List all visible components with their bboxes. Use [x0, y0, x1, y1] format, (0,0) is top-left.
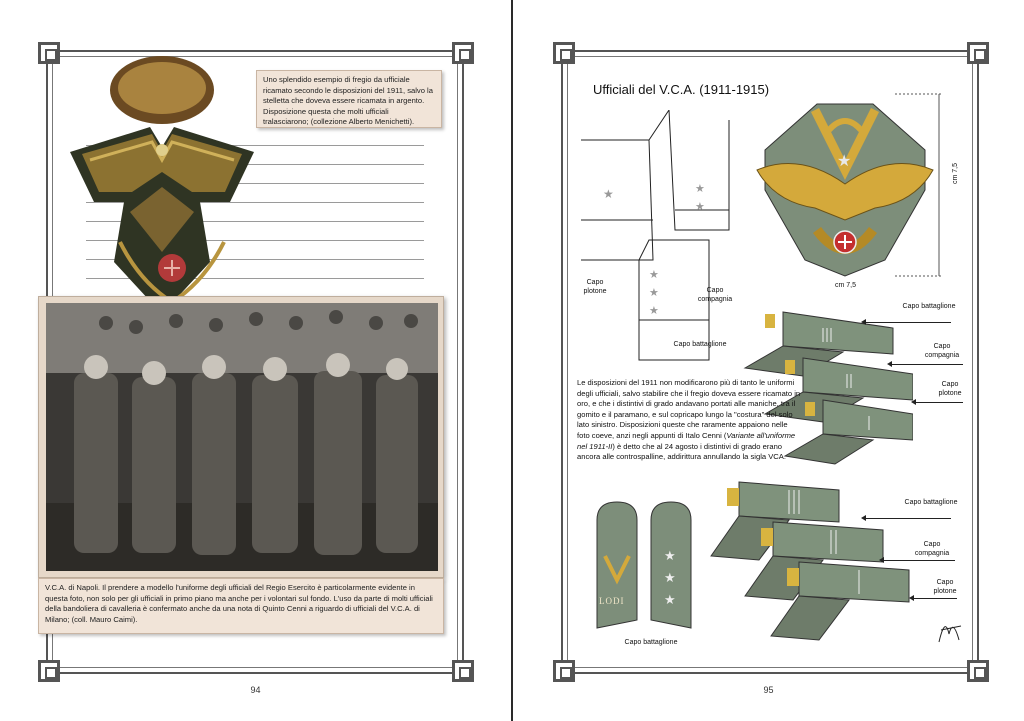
cap-label-battaglione-top: Capo battaglione	[902, 303, 956, 310]
cuff-label-plotone: Capo plotone	[583, 279, 607, 295]
pointer-arrow	[891, 364, 963, 365]
body-text-part: ) è detto che al 24 agosto i distintivi di grado erano ancora alle controspalline, addirittura annullando la sigla VCA.	[577, 441, 786, 462]
cuff-diagrams	[579, 110, 769, 370]
svg-text:★: ★	[837, 153, 852, 170]
page-number: 95	[763, 685, 774, 695]
page-title: Ufficiali del V.C.A. (1911-1915)	[593, 82, 770, 97]
frame-corner	[967, 660, 989, 682]
pointer-arrow	[913, 598, 957, 599]
svg-text:★: ★	[649, 287, 659, 299]
photo-caption: V.C.A. di Napoli. Il prendere a modello l'uniforme degli ufficiali del Regio Esercito è particolarmente evidente in questa foto, non solo per gli ufficiali in primo piano ma anche per i volontari sul fondo. L'uso da parte di molti ufficiali della bandoliera di cavalleria è confermato anche da una nota di Quinto Cenni a riguardo di ufficiali del V.C.A. di Milano; (coll. Mauro Caimi).	[38, 578, 444, 634]
page-number: 94	[250, 685, 261, 695]
cap-label-plotone-bottom: Capo plotone	[933, 579, 957, 595]
left-page	[0, 0, 511, 721]
cap-label-plotone-top: Capo plotone	[938, 381, 962, 397]
badge-height-dimension: cm 7,5	[952, 162, 960, 185]
vca-badge-illustration	[745, 90, 945, 280]
svg-text:★: ★	[664, 548, 676, 563]
frame-corner	[553, 42, 575, 64]
frame-corner	[553, 660, 575, 682]
pointer-arrow	[865, 518, 951, 519]
shoulder-straps	[593, 500, 703, 634]
badge-width-dimension: cm 7,5	[835, 282, 857, 289]
svg-text:★: ★	[603, 187, 614, 201]
cuff-label-compagnia: Capo compagnia	[697, 287, 733, 303]
right-page	[513, 0, 1024, 721]
svg-text:★: ★	[695, 183, 705, 195]
body-text-part: Le disposizioni del 1911 non modificarono più di tanto le uniformi degli ufficiali, salvo stabilire che il fregio doveva essere ricamato in oro, e che i distintivi di grado andavano portati alle maniche, tra il gomito e il paramano, e sul copricapo lungo la "costura" del solo lato sinistro. Disposizioni queste che raramente appaiono nelle foto coeve, anzi negli appunti di Italo Cenni (	[577, 378, 801, 440]
caps-illustration-bottom	[709, 480, 915, 648]
frame-corner	[38, 660, 60, 682]
svg-text:★: ★	[695, 201, 705, 213]
group-photo	[38, 296, 444, 578]
cap-label-compagnia-bottom: Capo compagnia	[914, 541, 950, 557]
cap-label-compagnia-top: Capo compagnia	[924, 343, 960, 359]
soldiers-photo	[46, 303, 438, 571]
artist-signature	[935, 612, 965, 648]
svg-text:★: ★	[649, 305, 659, 317]
cap-label-battaglione-bottom: Capo battaglione	[904, 499, 958, 506]
pointer-arrow	[915, 402, 963, 403]
badge-caption: Uno splendido esempio di fregio da ufficiale ricamato secondo le disposizioni del 1911, salvo la stelletta che doveva essere ricamata in argento. Disposizione questa che molti ufficiali tralasciarono; (collezione Alberto Menichetti).	[256, 70, 442, 128]
svg-text:★: ★	[649, 269, 659, 281]
frame-corner	[38, 42, 60, 64]
cuff-label-battaglione: Capo battaglione	[673, 341, 727, 348]
body-text	[577, 378, 801, 463]
shoulder-label: Capo battaglione	[624, 639, 678, 646]
body-text-italic: Variante all'uniforme nel 1911-II	[577, 430, 796, 451]
frame-corner	[967, 42, 989, 64]
pointer-arrow	[883, 560, 955, 561]
shoulder-strap-text: LODI	[599, 596, 625, 606]
pointer-arrow	[865, 322, 951, 323]
frame-corner	[452, 42, 474, 64]
frame-corner	[452, 660, 474, 682]
svg-text:★: ★	[664, 592, 676, 607]
svg-text:★: ★	[664, 570, 676, 585]
